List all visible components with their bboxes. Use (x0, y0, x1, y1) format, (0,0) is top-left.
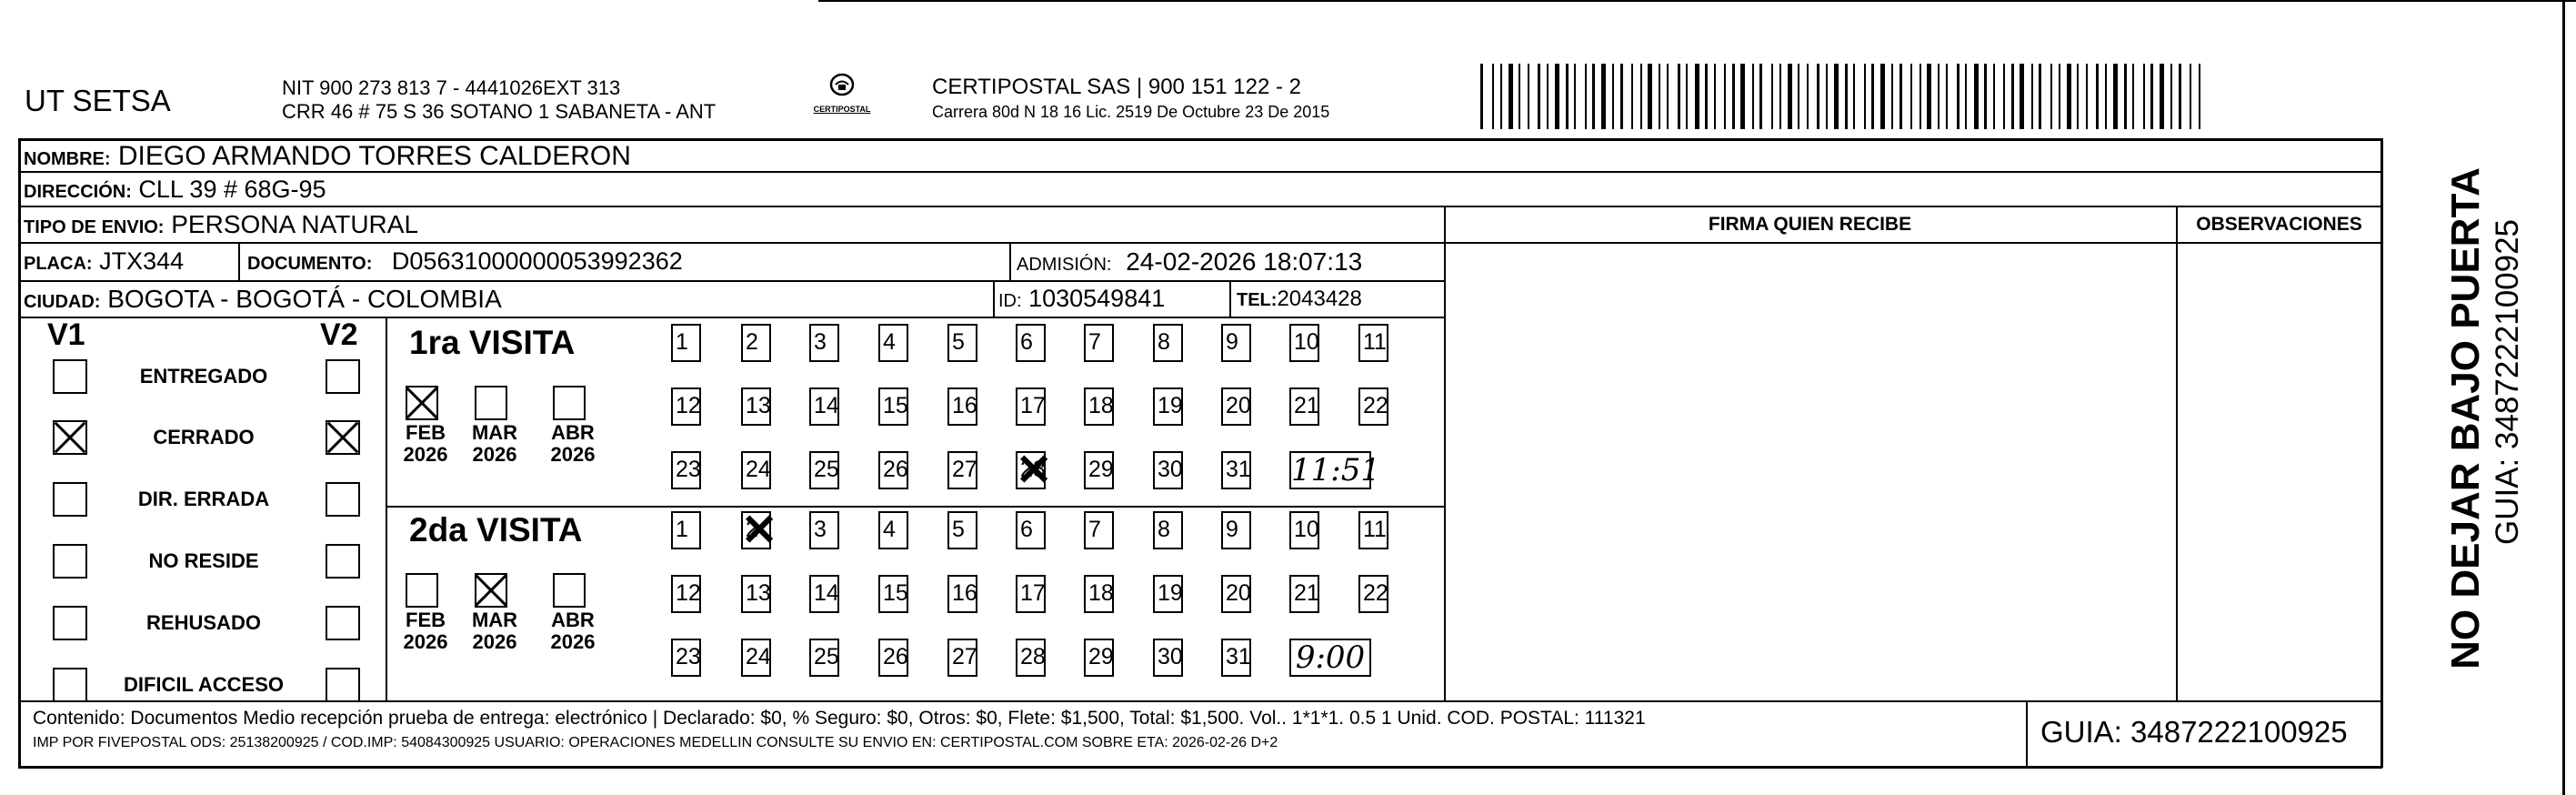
barcode-bar (2003, 64, 2005, 129)
ciudad-label: CIUDAD: (24, 292, 101, 312)
day-box[interactable]: 12 (671, 575, 701, 613)
day-box[interactable]: 31 (1221, 639, 1251, 677)
nombre-label: NOMBRE: (24, 149, 111, 169)
day-box[interactable]: 6 (1016, 324, 1046, 362)
barcode-bar (1984, 64, 1987, 129)
day-box[interactable]: 16 (947, 387, 977, 426)
day-box[interactable]: 24 (741, 451, 771, 489)
day-box[interactable]: 3 (809, 324, 839, 362)
rule (1229, 280, 1231, 317)
day-box[interactable]: 25 (809, 451, 839, 489)
day-box[interactable]: 17 (1016, 387, 1046, 426)
direccion-field (24, 176, 326, 204)
tipo-label: TIPO DE ENVIO: (24, 217, 165, 237)
v1-header: V1 (47, 317, 85, 352)
status-checkbox-v2[interactable] (326, 420, 360, 455)
status-checkbox-v1[interactable] (53, 359, 87, 394)
barcode-bar (1667, 64, 1669, 129)
status-checkbox-v1[interactable] (53, 606, 87, 640)
barcode-bar (1798, 64, 1799, 129)
day-box[interactable]: 7 (1084, 324, 1114, 362)
day-box[interactable]: 18 (1084, 575, 1114, 613)
documento-value: D05631000000053992362 (391, 247, 683, 275)
barcode-bar (1519, 64, 1520, 129)
id-value: 1030549841 (1028, 285, 1166, 312)
barcode-bar (1538, 64, 1540, 129)
month-label (469, 609, 520, 653)
barcode-bar (1678, 64, 1680, 129)
company-name: UT SETSA (25, 84, 171, 117)
day-box[interactable]: 28 ✕ (1016, 451, 1046, 489)
ciudad-field (24, 285, 502, 314)
footer-guia: GUIA: 3487222100925 (2040, 715, 2348, 749)
day-box[interactable]: 5 (947, 511, 977, 549)
barcode-bar (1752, 64, 1754, 129)
tel-label: TEL: (1237, 290, 1278, 310)
barcode-bar (1759, 64, 1762, 129)
status-label: CERRADO (153, 426, 255, 448)
barcode-bar (1817, 64, 1819, 129)
status-label: DIFICIL ACCESO (123, 673, 284, 696)
barcode-bar (1574, 64, 1576, 129)
status-label: DIR. ERRADA (137, 488, 270, 510)
barcode-bar (1871, 64, 1874, 129)
logo-text: CERTIPOSTAL (813, 105, 871, 114)
barcode-bar (2050, 64, 2052, 129)
day-box[interactable]: 9 (1221, 324, 1251, 362)
tipo-value: PERSONA NATURAL (171, 210, 419, 238)
barcode-bar (1528, 64, 1529, 129)
barcode-bar (1919, 64, 1921, 129)
day-box[interactable]: 20 (1221, 575, 1251, 613)
day-box[interactable]: 14 (809, 387, 839, 426)
logo-icon (824, 71, 860, 100)
status-checkbox-v1[interactable] (53, 544, 87, 579)
firma-header: FIRMA QUIEN RECIBE (1708, 214, 1912, 235)
certipostal-logo (813, 71, 871, 114)
month-checkbox[interactable] (553, 386, 586, 420)
month-year: 2026 (403, 630, 448, 653)
day-box[interactable]: 25 (809, 639, 839, 677)
side-guia: GUIA: 3487222100925 (2490, 218, 2525, 546)
month-checkbox[interactable] (406, 386, 438, 420)
barcode-bar (1974, 64, 1979, 129)
form-bottom-rule (18, 766, 2382, 769)
day-box[interactable]: 30 (1153, 451, 1183, 489)
observaciones-header: OBSERVACIONES (2196, 214, 2362, 235)
day-box[interactable]: 7 (1084, 511, 1114, 549)
rule (238, 242, 240, 280)
day-box[interactable]: 2 (741, 324, 771, 362)
day-box[interactable]: 23 (671, 639, 701, 677)
barcode-bar (1601, 64, 1606, 129)
form-left-rule (18, 138, 21, 768)
nit-line: NIT 900 273 813 7 - 4441026EXT 313 (282, 76, 621, 99)
day-box[interactable]: 11 (1358, 324, 1388, 362)
barcode-bar (1555, 64, 1559, 129)
barcode-bar (2190, 64, 2191, 129)
rule (386, 506, 1444, 508)
rule (993, 280, 995, 317)
rule (18, 206, 2382, 207)
day-box[interactable]: 27 (947, 451, 977, 489)
status-checkbox-v2[interactable] (326, 606, 360, 640)
placa-value: JTX344 (99, 247, 185, 275)
day-box[interactable]: 3 (809, 511, 839, 549)
day-box[interactable]: 22 (1358, 575, 1388, 613)
barcode-bar (1864, 64, 1866, 129)
day-box[interactable]: 14 (809, 575, 839, 613)
direccion-label: DIRECCIÓN: (24, 182, 132, 202)
status-label: NO RESIDE (148, 549, 259, 572)
day-box[interactable]: 15 (878, 575, 908, 613)
month-name: MAR (471, 609, 518, 631)
certipostal-line2: Carrera 80d N 18 16 Lic. 2519 De Octubre 23 De 2015 (932, 103, 1330, 121)
barcode-bar (1686, 64, 1688, 129)
day-box[interactable]: 29 (1084, 451, 1114, 489)
day-box[interactable]: 15 (878, 387, 908, 426)
month-year: 2026 (472, 443, 517, 466)
day-box[interactable]: 24 (741, 639, 771, 677)
side-warning: NO DEJAR BAJO PUERTA (2443, 167, 2488, 669)
day-box[interactable]: 30 (1153, 639, 1183, 677)
barcode-bar (1910, 64, 1912, 129)
barcode-bar (2124, 64, 2127, 129)
rule (1009, 242, 1011, 280)
day-box[interactable]: 8 (1153, 511, 1183, 549)
month-name: FEB (406, 609, 446, 631)
month-label (400, 422, 451, 466)
month-checkbox[interactable] (475, 573, 507, 608)
barcode-bar (1732, 64, 1735, 129)
barcode-bar (1592, 64, 1595, 129)
barcode-bar (1826, 64, 1828, 129)
month-label (547, 422, 598, 466)
tipo-field (24, 210, 418, 239)
day-box[interactable]: 26 (878, 639, 908, 677)
barcode-bar (1899, 64, 1902, 129)
day-box[interactable]: 4 (878, 324, 908, 362)
handwritten-time: 9:00 (1289, 639, 1371, 677)
rule (2176, 206, 2178, 700)
month-name: MAR (471, 421, 518, 444)
form-right-rule (2381, 138, 2383, 768)
barcode-bar (2077, 64, 2079, 129)
certipostal-line1: CERTIPOSTAL SAS | 900 151 122 - 2 (932, 75, 1301, 99)
id-field (998, 285, 1165, 313)
tel-value: 2043428 (1277, 287, 1362, 311)
documento-field (247, 247, 683, 276)
day-box[interactable]: 4 (878, 511, 908, 549)
barcode-bar (2031, 64, 2033, 129)
barcode-bar (1957, 64, 1960, 129)
barcode-bar (2170, 64, 2172, 129)
day-box[interactable]: 28 (1016, 639, 1046, 677)
day-box[interactable]: 20 (1221, 387, 1251, 426)
visit-title: 2da VISITA (409, 511, 583, 548)
barcode-bar (2179, 64, 2181, 129)
barcode-bar (1620, 64, 1623, 129)
month-label (547, 609, 598, 653)
rule (18, 242, 1444, 244)
month-checkbox[interactable] (406, 573, 438, 608)
day-box[interactable]: 11 (1358, 511, 1388, 549)
status-checkbox-v2[interactable] (326, 482, 360, 517)
day-box[interactable]: 31 (1221, 451, 1251, 489)
barcode-bar (1695, 64, 1699, 129)
day-box[interactable]: 21 (1289, 387, 1319, 426)
month-name: ABR (551, 609, 595, 631)
rule (18, 317, 1444, 318)
month-year: 2026 (472, 630, 517, 653)
barcode-bar (2113, 64, 2118, 129)
day-box[interactable]: 6 (1016, 511, 1046, 549)
day-box[interactable]: 19 (1153, 387, 1183, 426)
barcode-bar (2039, 64, 2041, 129)
barcode-bar (1740, 64, 1745, 129)
month-year: 2026 (550, 630, 596, 653)
day-box[interactable]: 19 (1153, 575, 1183, 613)
handwritten-time: 11:51 (1291, 452, 1380, 488)
barcode-bar (1853, 64, 1855, 129)
top-edge (818, 0, 2576, 2)
barcode-bar (2011, 64, 2014, 129)
month-year: 2026 (403, 443, 448, 466)
admision-field (1017, 247, 1362, 277)
barcode-bar (1585, 64, 1587, 129)
right-edge (2562, 0, 2565, 795)
day-box[interactable]: 29 (1084, 639, 1114, 677)
month-year: 2026 (550, 443, 596, 466)
barcode-bar (1965, 64, 1967, 129)
admision-value: 24-02-2026 18:07:13 (1126, 247, 1363, 276)
barcode-bar (1779, 64, 1781, 129)
v2-header: V2 (320, 317, 358, 352)
barcode-bar (1509, 64, 1513, 129)
barcode-bar (1724, 64, 1726, 129)
barcode-bar (1993, 64, 1995, 129)
barcode-bar (2020, 64, 2024, 129)
status-label: REHUSADO (146, 611, 261, 634)
barcode-bar (1946, 64, 1948, 129)
ciudad-value: BOGOTA - BOGOTÁ - COLOMBIA (107, 285, 502, 313)
day-box[interactable]: 27 (947, 639, 977, 677)
day-box[interactable]: 13 (741, 575, 771, 613)
day-box[interactable]: 17 (1016, 575, 1046, 613)
barcode-bar (2105, 64, 2107, 129)
day-box[interactable]: 13 (741, 387, 771, 426)
visit-title: 1ra VISITA (409, 324, 576, 361)
status-checkbox-v1[interactable] (53, 482, 87, 517)
status-checkbox-v2[interactable] (326, 359, 360, 394)
barcode-bar (1659, 64, 1660, 129)
day-box[interactable]: 18 (1084, 387, 1114, 426)
barcode-bar (2199, 64, 2200, 129)
admision-label: ADMISIÓN: (1017, 255, 1112, 275)
day-box[interactable]: 8 (1153, 324, 1183, 362)
barcode-bar (1612, 64, 1614, 129)
nombre-value: DIEGO ARMANDO TORRES CALDERON (117, 141, 631, 171)
barcode-bar (2067, 64, 2071, 129)
barcode (1480, 64, 2208, 129)
barcode-bar (2096, 64, 2099, 129)
nombre-field (24, 141, 631, 172)
day-box[interactable]: 16 (947, 575, 977, 613)
month-label (469, 422, 520, 466)
barcode-bar (1714, 64, 1716, 129)
status-checkbox-v1[interactable] (53, 420, 87, 455)
month-checkbox[interactable] (553, 573, 586, 608)
day-box[interactable]: 21 (1289, 575, 1319, 613)
day-box[interactable]: 10 (1289, 324, 1319, 362)
day-box[interactable]: 9 (1221, 511, 1251, 549)
status-label: ENTREGADO (139, 365, 268, 387)
month-name: ABR (551, 421, 595, 444)
barcode-bar (1845, 64, 1848, 129)
barcode-bar (1705, 64, 1708, 129)
barcode-bar (1648, 64, 1652, 129)
rule (386, 317, 387, 700)
barcode-bar (2086, 64, 2088, 129)
placa-field (24, 247, 184, 276)
day-box[interactable]: 23 (671, 451, 701, 489)
barcode-bar (1807, 64, 1809, 129)
month-label (400, 609, 451, 653)
month-name: FEB (406, 421, 446, 444)
barcode-bar (1938, 64, 1940, 129)
direccion-value: CLL 39 # 68G-95 (138, 176, 326, 203)
barcode-bar (2160, 64, 2164, 129)
rule (18, 700, 2382, 702)
month-checkbox[interactable] (475, 386, 507, 420)
address-line: CRR 46 # 75 S 36 SOTANO 1 SABANETA - ANT (282, 100, 717, 123)
id-label: ID: (998, 291, 1022, 311)
status-checkbox-v2[interactable] (326, 668, 360, 702)
barcode-bar (1631, 64, 1633, 129)
barcode-bar (1834, 64, 1839, 129)
barcode-bar (2059, 64, 2060, 129)
rule (2026, 700, 2028, 766)
day-box[interactable]: 22 (1358, 387, 1388, 426)
barcode-bar (1547, 64, 1549, 129)
barcode-bar (2150, 64, 2153, 129)
day-box[interactable]: 1 (671, 324, 701, 362)
barcode-bar (2132, 64, 2134, 129)
contenido-text: Contenido: Documentos Medio recepción prueba de entrega: electrónico | Declarado: $0, % Seguro: $0, Otros: $0, Flete: $1,500, Total: $1,500. Vol.. 1*1*1. 0.5 1 Unid. COD. POSTAL: 111321 (33, 708, 1646, 729)
imp-text: IMP POR FIVEPOSTAL ODS: 25138200925 / COD.IMP: 54084300925 USUARIO: OPERACIONES MEDELLIN CONSULTE SU ENVIO EN: CERTIPOSTAL.COM SOBRE ETA: 2026-02-26 D+2 (33, 735, 1278, 750)
barcode-bar (1492, 64, 1494, 129)
day-box[interactable]: 10 (1289, 511, 1319, 549)
day-box[interactable]: 26 (878, 451, 908, 489)
barcode-bar (1500, 64, 1502, 129)
rule (1444, 242, 2382, 244)
barcode-bar (1640, 64, 1642, 129)
day-box[interactable]: 12 (671, 387, 701, 426)
documento-label: DOCUMENTO: (247, 254, 373, 274)
status-checkbox-v1[interactable] (53, 668, 87, 702)
barcode-bar (1880, 64, 1885, 129)
barcode-bar (1927, 64, 1931, 129)
day-box[interactable]: 5 (947, 324, 977, 362)
barcode-bar (1566, 64, 1569, 129)
barcode-bar (1480, 64, 1483, 129)
barcode-bar (1891, 64, 1893, 129)
barcode-bar (2143, 64, 2145, 129)
status-checkbox-v2[interactable] (326, 544, 360, 579)
day-box[interactable]: 2 ✕ (741, 511, 771, 549)
barcode-bar (1771, 64, 1773, 129)
barcode-bar (1788, 64, 1792, 129)
tel-field (1237, 287, 1362, 312)
rule (1444, 206, 1446, 700)
day-box[interactable]: 1 (671, 511, 701, 549)
placa-label: PLACA: (24, 254, 93, 274)
